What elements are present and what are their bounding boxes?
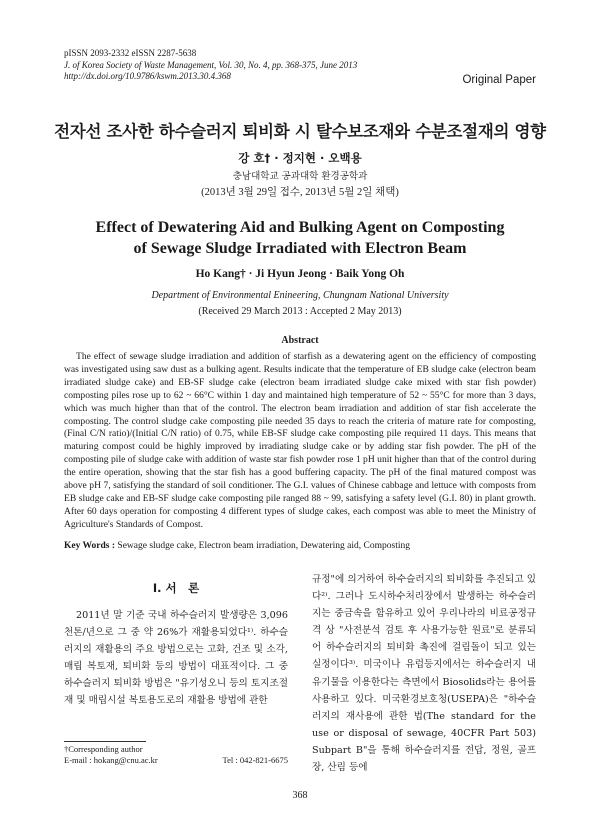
page-number: 368 <box>292 790 308 801</box>
journal-header <box>64 48 484 83</box>
korean-affiliation: 충남대학교 공과대학 환경공학과 <box>232 171 368 182</box>
body-column-left: 2011년 말 기준 국내 하수슬러지 발생량은 3,096천톤/년으로 그 중 약 26%가 재활용되었다¹⁾. 하수슬러지의 재활용의 주요 방법으로는 고화, 건조 및 소각, 매립 복토재, 퇴비화 등의 방법이 대표적이다. 그 중 하수슬러지 퇴비화 방법은 "유기성오니 등의 토지조절재 및 매립시설 복토용도로의 재활용 방법에 관한 <box>64 610 288 707</box>
english-authors: Ho Kang† · Ji Hyun Jeong · Baik Yong Oh <box>195 268 405 280</box>
korean-title: 전자선 조사한 하수슬러지 퇴비화 시 탈수보조재와 수분조절재의 영향 <box>54 122 546 141</box>
issn-line: pISSN 2093-2332 eISSN 2287-5638 <box>64 48 197 58</box>
body-column-right: 규정"에 의거하여 하수슬러지의 퇴비화를 추진되고 있다²⁾. 그러나 도시하수처리장에서 발생하는 하수슬러지는 중금속을 함유하고 있어 우리나라의 비료공정규격 상 "사전분석 검토 후 사용가능한 원료"로 분류되어 하수슬러지의 퇴비화 촉진에 걸림돌이 되고 있는 실정이다³⁾. 미국이나 유럽등지에서는 하수슬러지 내 유기물을 이용한다는 측면에서 Biosolids라는 용어를 사용하고 있다. 미국환경보호청(USEPA)은 "하수슬러지의 재사용에 관한 법(The standard for the use or disposal of sewage, 40CFR Part 503) Subpart B"을 통해 하수슬러지를 전답, 정원, 골프장, 산림 등에 <box>312 574 536 774</box>
corresponding-author-label: †Corresponding author <box>64 744 143 754</box>
footnote <box>64 744 288 766</box>
english-title-line-2: of Sewage Sludge Irradiated with Electron Beam <box>133 240 467 257</box>
abstract-text: The effect of sewage sludge irradiation and addition of starfish as a dewatering agent on the efficiency of composting was investigated using saw dust as a bulking agent. Results indicate that the temperature of EB sludge cake (electron beam irradiated sludge cake) and EB-SF sludge cake (electron beam irradiated sludge cake mixed with star fish powder) composting piles rose up to 62 ~ 66°C within 1 day and maintained high temperature of 52 ~ 55°C for more than 3 days, which was much higher than that of the control. The electron beam irradiation and addition of star fish accelerate the composting. The control sludge cake composting pile needed 35 days to reach the criteria of mature rate for composting, (Final C/N ratio)/(Initial C/N ratio) of 0.75, while EB-SF sludge cake composting pile required 11 days. This means that maturing compost could be highly improved by irradiating sludge cake or by adding star fish powder. The pH of the composting pile of sludge cake with addition of waste star fish powder rose 1 pH unit higher than that of the control during the entire operation, showing that the star fish has a good buffering capacity. The pH of the final matured compost was above pH 7, satisfying the standard of soil conditioner. The G.I. values of Chinese cabbage and lettuce with composts from EB sludge cake and EB-SF sludge cake composting pile ranged 88 ~ 99, satisfying a safety level (G.I. 80) in plant growth. After 60 days operation for composting 4 different types of sludge cakes, each compost was able to meet the Ministry of Agriculture's Standards of Compost. <box>64 351 536 530</box>
section-heading-introduction: I. 서 론 <box>152 581 200 595</box>
article-type-label: Original Paper <box>462 74 536 86</box>
korean-dates: (2013년 3월 29일 접수, 2013년 5월 2일 채택) <box>201 187 399 198</box>
author-phone: Tel : 042-821-6675 <box>222 755 288 765</box>
journal-citation: J. of Korea Society of Waste Management, Vol. 30, No. 4, pp. 368-375, June 2013 <box>64 59 358 70</box>
english-title-line-1: Effect of Dewatering Aid and Bulking Agent on Composting <box>95 219 505 236</box>
keywords-label: Key Words : <box>64 541 116 551</box>
keywords <box>64 541 536 551</box>
doi-link[interactable]: http://dx.doi.org/10.9786/kswm.2013.30.4.368 <box>64 71 231 81</box>
english-affiliation: Department of Environmental Enineering, Chungnam National University <box>151 290 449 301</box>
english-title <box>0 217 600 259</box>
korean-authors: 강 호† · 정지현 · 오백용 <box>238 151 362 165</box>
abstract-heading: Abstract <box>281 335 319 346</box>
keywords-list: Sewage sludge cake, Electron beam irradiation, Dewatering aid, Composting <box>115 541 410 551</box>
author-email: E-mail : hokang@cnu.ac.kr <box>64 755 158 765</box>
footnote-divider <box>64 741 146 742</box>
english-dates: (Received 29 March 2013 : Accepted 2 May 2013) <box>198 306 402 317</box>
